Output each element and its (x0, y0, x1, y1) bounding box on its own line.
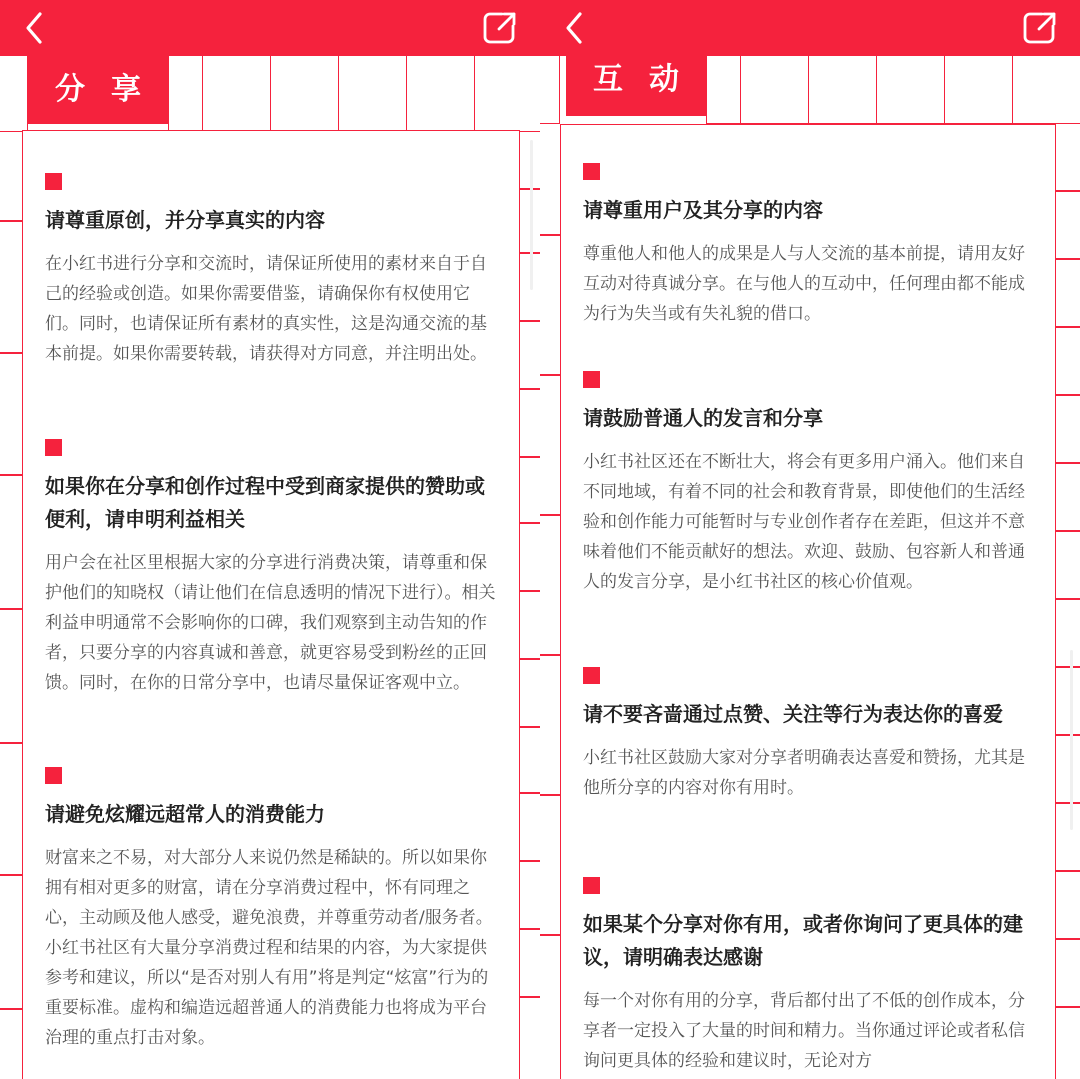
tab-interaction: 互动 (566, 56, 706, 116)
section-title: 如果某个分享对你有用，或者你询问了更具体的建议，请明确表达感谢 (583, 912, 1023, 969)
section-body: 尊重他人和他人的成果是人与人交流的基本前提，请用友好互动对待真诚分享。在与他人的互动中，任何理由都不能成为行为失当或有失礼貌的借口。 (583, 244, 1025, 324)
back-button[interactable] (20, 8, 52, 48)
section-body: 小红书社区还在不断壮大，将会有更多用户涌入。他们来自不同地域，有着不同的社会和教育背景，即使他们的生活经验和创作能力可能暂时与专业创作者存在差距，但这并不意味着他们不能贡献好的想法。欢迎、鼓励、包容新人和普通人的发言分享，是小红书社区的核心价值观。 (583, 452, 1025, 592)
section-1 (23, 173, 519, 369)
section-body: 小红书社区鼓励大家对分享者明确表达喜爱和赞扬，尤其是他所分享的内容对你有用时。 (583, 748, 1025, 798)
section-2 (561, 371, 1055, 597)
back-arrow-icon (560, 8, 592, 48)
section-body: 财富来之不易，对大部分人来说仍然是稀缺的。所以如果你拥有相对更多的财富，请在分享消费过程中，怀有同理之心，主动顾及他人感受，避免浪费，并尊重劳动者/服务者。小红书社区有大量分享消费过程和结果的内容，为大家提供参考和建议，所以“是否对别人有用”将是判定“炫富”行为的重要标准。虚构和编造远超普通人的消费能力也将成为平台治理的重点打击对象。 (45, 848, 493, 1048)
back-button[interactable] (560, 8, 592, 48)
right-margin-lines (518, 130, 540, 1079)
back-arrow-icon (20, 8, 52, 48)
left-margin-lines (540, 124, 560, 1079)
section-3 (561, 667, 1055, 803)
right-panel (540, 0, 1080, 1079)
bullet-square-icon (583, 877, 600, 894)
bullet-square-icon (583, 163, 600, 180)
section-1 (561, 163, 1055, 329)
section-2 (23, 439, 519, 698)
bullet-square-icon (45, 767, 62, 784)
section-body: 在小红书进行分享和交流时，请保证所使用的素材来自于自己的经验或创造。如果你需要借鉴，请确保你有权使用它们。同时，也请保证所有素材的真实性，这是沟通交流的基本前提。如果你需要转载，请获得对方同意，并注明出处。 (45, 254, 487, 364)
top-bar (540, 0, 1080, 56)
share-external-icon (482, 10, 518, 46)
section-title: 请尊重原创，并分享真实的内容 (45, 208, 325, 232)
section-title: 请不要吝啬通过点赞、关注等行为表达你的喜爱 (583, 702, 1003, 726)
content-card (560, 124, 1056, 1079)
bullet-square-icon (583, 667, 600, 684)
share-button[interactable] (482, 10, 518, 46)
left-margin-lines (0, 130, 22, 1079)
bullet-square-icon (583, 371, 600, 388)
right-margin-lines (1054, 124, 1080, 1079)
bullet-square-icon (45, 173, 62, 190)
section-4 (561, 877, 1055, 1076)
tab-share: 分享 (28, 56, 168, 124)
content-card (22, 130, 520, 1079)
top-bar (0, 0, 540, 56)
section-body: 每一个对你有用的分享，背后都付出了不低的创作成本，分享者一定投入了大量的时间和精力。当你通过评论或者私信询问更具体的经验和建议时，无论对方 (583, 991, 1025, 1071)
section-3 (23, 767, 519, 1053)
scrollbar[interactable] (1070, 650, 1073, 830)
section-title: 如果你在分享和创作过程中受到商家提供的赞助或便利，请申明利益相关 (45, 474, 485, 531)
share-external-icon (1022, 10, 1058, 46)
scrollbar[interactable] (530, 140, 533, 290)
section-body: 用户会在社区里根据大家的分享进行消费决策，请尊重和保护他们的知晓权（请让他们在信息透明的情况下进行）。相关利益申明通常不会影响你的口碑，我们观察到主动告知的作者，只要分享的内容真诚和善意，就更容易受到粉丝的正回馈。同时，在你的日常分享中，也请尽量保证客观中立。 (45, 553, 496, 693)
section-title: 请避免炫耀远超常人的消费能力 (45, 802, 325, 826)
section-title: 请尊重用户及其分享的内容 (583, 198, 823, 222)
bullet-square-icon (45, 439, 62, 456)
share-button[interactable] (1022, 10, 1058, 46)
section-title: 请鼓励普通人的发言和分享 (583, 406, 823, 430)
